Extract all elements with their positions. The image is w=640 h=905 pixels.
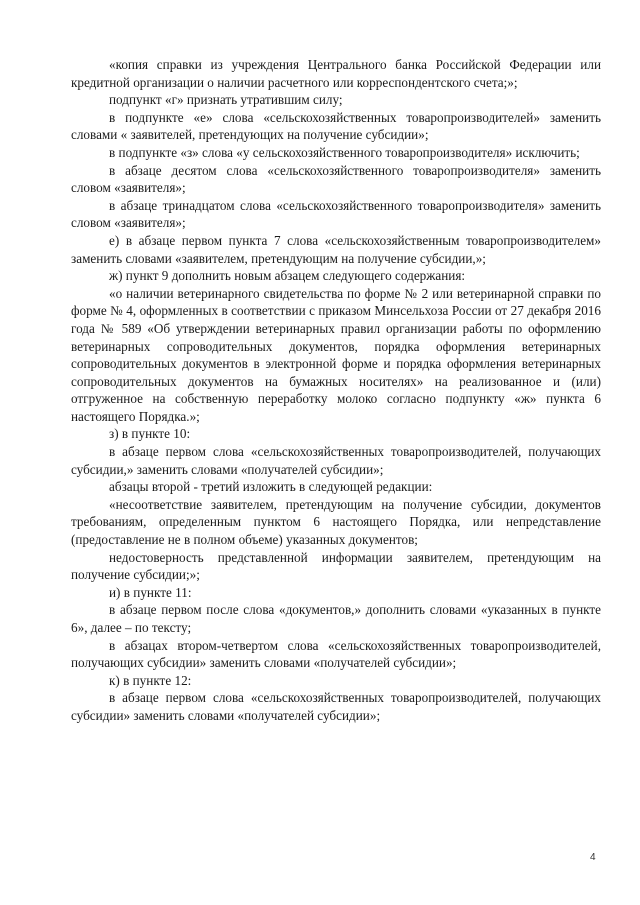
paragraph: в подпункте «е» слова «сельскохозяйственных товаропроизводителей» заменить словами « заявителей, претендующих на получение субсидии»; — [71, 109, 601, 143]
paragraph: подпункт «г» признать утратившим силу; — [109, 92, 343, 108]
paragraph: в абзаце первом слова «сельскохозяйственных товаропроизводителей, получающих субсидии» заменить словами «получателей субсидии»; — [71, 690, 601, 723]
paragraph: е) в абзаце первом пункта 7 слова «сельскохозяйственным товаропроизводителем» заменить словами «заявителем, претендующим на получение субсидии,»; — [71, 232, 601, 266]
paragraph: «о наличии ветеринарного свидетельства по форме № 2 или ветеринарной справки по форме № 4, оформленных в соответствии с приказом Минсельхоза России от 27 декабря 2016 года № 589 «Об утверждении ветеринарных правил организации работы по оформлению ветеринарных сопроводительных документов, порядка оформления ветеринарных сопроводительных документов в электронной форме и порядка оформления ветеринарных сопроводительных документов на бумажных носителях» на реализованное и (или) отгруженное на собственную переработку молоко согласно подпункту «ж» пункта 6 настоящего Порядка.»; — [71, 285, 601, 424]
paragraph: в абзаце десятом слова «сельскохозяйственного товаропроизводителя» заменить словом «заявителя»; — [71, 162, 601, 196]
paragraph: в абзацах втором-четвертом слова «сельскохозяйственных товаропроизводителей, получающих субсидии» заменить словами «получателей субсидии»; — [71, 637, 601, 671]
paragraph: к) в пункте 12: — [109, 672, 192, 688]
paragraph: в абзаце первом слова «сельскохозяйственных товаропроизводителей, получающих субсидии,» заменить словами «получателей субсидии»; — [71, 444, 601, 477]
paragraph: в абзаце тринадцатом слова «сельскохозяйственного товаропроизводителя» заменить словом «заявителя»; — [71, 197, 601, 231]
paragraph: «несоответствие заявителем, претендующим на получение субсидии, документов требованиям, определенным пунктом 6 настоящего Порядка, или непредставление (предоставление не в полном объеме) указанных документов; — [71, 496, 601, 548]
paragraph: и) в пункте 11: — [109, 584, 192, 600]
paragraph: «копия справки из учреждения Центрального банка Российской Федерации или кредитной организации о наличии расчетного или корреспондентского счета;»; — [71, 57, 601, 90]
paragraph: в абзаце первом после слова «документов,» дополнить словами «указанных в пункте 6», далее – по тексту; — [71, 602, 601, 635]
paragraph: з) в пункте 10: — [109, 426, 191, 442]
paragraph: недостоверность представленной информации заявителем, претендующим на получение субсидии;»; — [71, 549, 601, 583]
paragraph: абзацы второй - третий изложить в следующей редакции: — [109, 479, 433, 495]
paragraph: ж) пункт 9 дополнить новым абзацем следующего содержания: — [109, 268, 466, 284]
paragraph: в подпункте «з» слова «у сельскохозяйственного товаропроизводителя» исключить; — [109, 144, 580, 160]
page-number: 4 — [590, 852, 596, 863]
document-body — [71, 56, 601, 725]
